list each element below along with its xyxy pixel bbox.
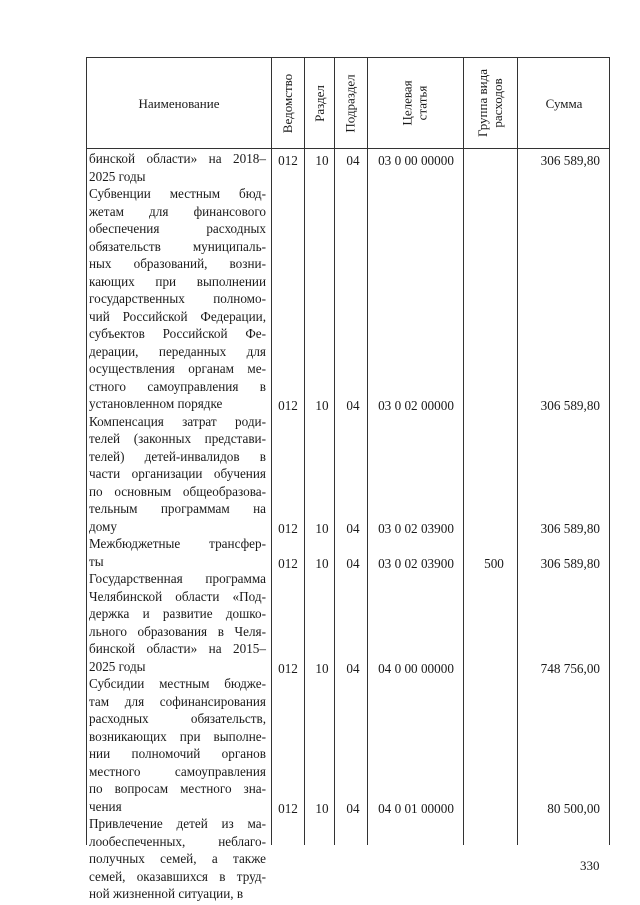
col-divider: [367, 58, 368, 845]
row-name-line: чий Российской Федерации,: [89, 308, 266, 324]
row-name-line: субъектов Российской Фе-: [89, 326, 266, 341]
name-column: [89, 150, 266, 903]
row-name-line: держка и развитие дошко-: [89, 606, 266, 621]
header-expense-group: Группа вида расходов: [475, 69, 506, 137]
row-sum: 748 756,00: [540, 660, 600, 676]
row-name-line: нии полномочий органов: [89, 746, 266, 761]
row-sum: 306 589,80: [540, 555, 600, 571]
row-name-line: по основным общеобразова-: [89, 483, 266, 499]
row-name-line: государственных полномо-: [89, 291, 266, 306]
row-name-line: дерации, переданных для: [89, 343, 266, 359]
row-target: 04 0 01 00000: [378, 800, 454, 816]
row-department: 012: [278, 398, 298, 413]
row-subsection: 04: [346, 800, 360, 816]
row-name-line: Межбюджетные трансфер-: [89, 536, 266, 551]
row-subsection: 04: [346, 660, 360, 676]
row-target: 03 0 02 00000: [378, 398, 454, 413]
row-name-line: Компенсация затрат роди-: [89, 413, 266, 429]
row-name-line: бинской области» на 2015–: [89, 641, 266, 656]
row-name-line: льного образования в Челя-: [89, 623, 266, 639]
row-sum: 306 589,80: [540, 398, 600, 413]
row-name-line: 2025 годы: [89, 658, 146, 674]
row-name-line: ных образований, возни-: [89, 256, 266, 271]
row-section: 10: [315, 660, 329, 676]
row-name-line: установленном порядке: [89, 396, 223, 411]
row-subsection: 04: [346, 555, 360, 571]
row-target: 03 0 02 03900: [378, 520, 454, 536]
page-number: 330: [580, 858, 600, 873]
row-name-line: тельным программам на: [89, 501, 266, 516]
row-name-line: расходных обязательств,: [89, 711, 266, 726]
row-name-line: 2025 годы: [89, 168, 146, 184]
col-divider: [517, 58, 518, 845]
row-name-line: Субвенции местным бюд-: [89, 186, 266, 201]
row-name-line: Челябинской области «Под-: [89, 588, 266, 604]
header-section: Раздел: [311, 84, 327, 122]
row-expense-group: 500: [484, 555, 504, 571]
header-subsection: Подраздел: [343, 73, 359, 133]
row-name-line: кающих при выполнении: [89, 273, 266, 289]
row-name-line: ной жизненной ситуации, в: [89, 886, 244, 901]
row-section: 10: [315, 398, 329, 413]
row-name-line: там для софинансирования: [89, 693, 266, 709]
row-department: 012: [278, 153, 298, 168]
row-subsection: 04: [346, 153, 360, 168]
col-divider: [334, 58, 335, 845]
row-name-line: бинской области» на 2018–: [89, 151, 266, 166]
col-divider: [463, 58, 464, 845]
header-department: Ведомство: [280, 73, 295, 133]
col-divider: [304, 58, 305, 845]
row-name-line: местного самоуправления: [89, 763, 266, 779]
row-department: 012: [278, 800, 298, 816]
row-target: 03 0 02 03900: [378, 555, 454, 571]
row-section: 10: [315, 153, 329, 168]
col-divider: [271, 58, 272, 845]
row-name-line: получных семей, а также: [89, 851, 266, 866]
row-name-line: Привлечение детей из ма-: [89, 816, 266, 831]
row-name-line: обязательств муниципаль-: [89, 238, 266, 254]
row-department: 012: [278, 660, 298, 676]
row-section: 10: [315, 555, 329, 571]
row-name-line: лообеспеченных, неблаго-: [89, 833, 266, 849]
row-name-line: Государственная программа: [89, 571, 266, 586]
row-name-line: Субсидии местным бюдже-: [89, 676, 266, 691]
row-name-line: по вопросам местного зна-: [89, 781, 266, 796]
row-name-line: жетам для финансового: [89, 203, 266, 219]
row-department: 012: [278, 555, 298, 571]
row-name-line: обеспечения расходных: [89, 221, 266, 236]
row-name-line: возникающих при выполне-: [89, 728, 266, 744]
row-name-line: осуществления органам ме-: [89, 361, 266, 376]
row-name-line: телей (законных представи-: [89, 431, 266, 446]
header-divider: [87, 148, 609, 149]
row-department: 012: [278, 520, 298, 536]
row-name-line: дому: [89, 518, 117, 534]
row-name-line: телей) детей-инвалидов в: [89, 448, 266, 464]
row-sum: 306 589,80: [540, 153, 600, 168]
row-target: 04 0 00 00000: [378, 660, 454, 676]
row-sum: 306 589,80: [540, 520, 600, 536]
row-name-line: стного самоуправления в: [89, 378, 266, 394]
row-target: 03 0 00 00000: [378, 153, 454, 168]
row-sum: 80 500,00: [547, 800, 600, 816]
header-name: Наименование: [138, 95, 220, 111]
row-name-line: чения: [89, 798, 122, 814]
row-name-line: ты: [89, 553, 104, 569]
header-target-article: Целевая статья: [399, 80, 430, 126]
header-sum: Сумма: [545, 95, 583, 111]
row-section: 10: [315, 800, 329, 816]
row-section: 10: [315, 520, 329, 536]
row-subsection: 04: [346, 520, 360, 536]
row-name-line: части организации обучения: [89, 466, 266, 481]
row-subsection: 04: [346, 398, 360, 413]
row-name-line: семей, оказавшихся в труд-: [89, 868, 266, 884]
